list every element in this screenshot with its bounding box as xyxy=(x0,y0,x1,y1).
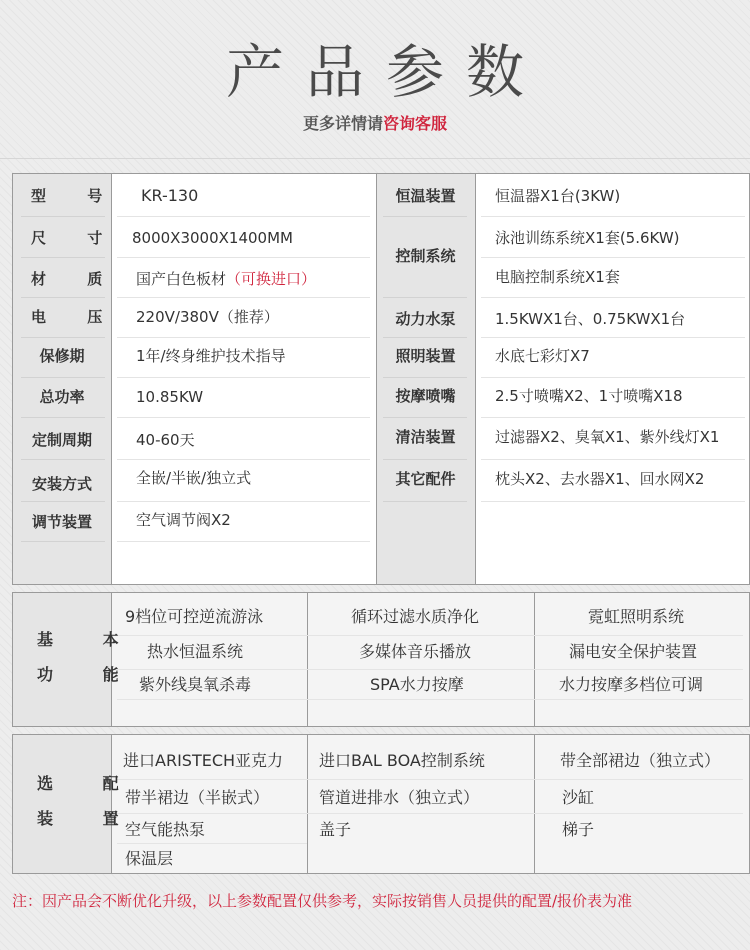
row-separator xyxy=(117,377,370,378)
row-separator xyxy=(481,501,745,502)
basic-item: SPA水力按摩 xyxy=(370,675,464,694)
spec-value-lighting: 水底七彩灯X7 xyxy=(495,347,590,365)
basic-item: 多媒体音乐播放 xyxy=(359,642,472,661)
spec-value-cleaning: 过滤器X2、臭氧X1、紫外线灯X1 xyxy=(495,428,720,446)
basic-item: 热水恒温系统 xyxy=(147,642,244,661)
row-separator xyxy=(117,843,307,844)
spec-value-model: KR-130 xyxy=(141,186,199,205)
spec-label-thermostat: 恒温装置 xyxy=(395,187,456,205)
optional-item: 沙缸 xyxy=(562,788,595,807)
spec-value-size: 8000X3000X1400MM xyxy=(132,229,293,247)
row-separator xyxy=(117,541,370,542)
basic-item: 水力按摩多档位可调 xyxy=(559,675,704,694)
row-separator xyxy=(481,417,745,418)
spec-value-power: 10.85KW xyxy=(136,388,204,406)
spec-value-pump: 1.5KWX1台、0.75KWX1台 xyxy=(495,310,686,328)
basic-divider-3 xyxy=(534,593,535,726)
row-separator xyxy=(383,377,467,378)
basic-item: 霓虹照明系统 xyxy=(588,607,685,626)
basic-item: 循环过滤水质净化 xyxy=(351,607,480,626)
optional-item: 带全部裙边（独立式） xyxy=(560,751,721,770)
spec-label-material: 材 质 xyxy=(31,270,121,288)
row-separator xyxy=(117,501,370,502)
row-separator xyxy=(383,417,467,418)
basic-label-line1: 基 本 xyxy=(37,630,141,649)
spec-label-lighting: 照明装置 xyxy=(395,347,456,365)
optional-item: 保温层 xyxy=(125,849,174,868)
material-note: （可换进口） xyxy=(226,270,317,288)
spec-label-voltage: 电 压 xyxy=(31,308,121,326)
header-divider xyxy=(0,158,750,159)
specs-divider-3 xyxy=(475,174,476,584)
spec-label-model: 型 号 xyxy=(31,187,121,205)
optional-item: 梯子 xyxy=(562,820,595,839)
basic-item: 9档位可控逆流游泳 xyxy=(125,607,264,626)
optional-divider-1 xyxy=(111,735,112,873)
optional-item: 盖子 xyxy=(319,820,352,839)
row-separator xyxy=(117,699,743,700)
page-subtitle xyxy=(0,112,750,136)
spec-value-warranty: 1年/终身维护技术指导 xyxy=(136,347,286,365)
optional-label-column xyxy=(13,735,111,873)
page-title: 产品参数 xyxy=(225,38,546,106)
row-separator xyxy=(481,216,745,217)
spec-value-voltage: 220V/380V（推荐） xyxy=(136,308,279,326)
basic-divider-2 xyxy=(307,593,308,726)
row-separator xyxy=(117,779,743,780)
row-separator xyxy=(481,257,745,258)
optional-item: 进口BAL BOA控制系统 xyxy=(319,751,485,770)
row-separator xyxy=(21,459,105,460)
optional-label-line2: 装 置 xyxy=(37,809,141,828)
optional-divider-2 xyxy=(307,735,308,873)
specs-right-label-column xyxy=(376,174,475,584)
row-separator xyxy=(21,501,105,502)
basic-divider-1 xyxy=(111,593,112,726)
row-separator xyxy=(117,813,743,814)
row-separator xyxy=(21,417,105,418)
row-separator xyxy=(383,297,467,298)
spec-label-adjustment: 调节装置 xyxy=(31,513,92,531)
spec-value-nozzles: 2.5寸喷嘴X2、1寸喷嘴X18 xyxy=(495,387,683,405)
spec-label-warranty: 保修期 xyxy=(39,347,85,365)
row-separator xyxy=(383,216,467,217)
row-separator xyxy=(21,377,105,378)
spec-label-installation: 安装方式 xyxy=(31,475,92,493)
optional-item: 带半裙边（半嵌式） xyxy=(125,788,270,807)
row-separator xyxy=(21,257,105,258)
optional-item: 管道进排水（独立式） xyxy=(319,788,480,807)
spec-value-material xyxy=(136,269,316,289)
optional-equipment-panel xyxy=(12,734,750,874)
optional-label-line1: 选 配 xyxy=(37,774,141,793)
row-separator xyxy=(117,417,370,418)
row-separator xyxy=(117,216,370,217)
spec-value-installation: 全嵌/半嵌/独立式 xyxy=(136,469,252,487)
row-separator xyxy=(481,459,745,460)
spec-label-accessories: 其它配件 xyxy=(395,470,456,488)
row-separator xyxy=(117,635,743,636)
spec-label-control-system: 控制系统 xyxy=(395,247,456,265)
basic-label-column xyxy=(13,593,111,726)
row-separator xyxy=(117,459,370,460)
row-separator xyxy=(481,297,745,298)
spec-value-adjustment: 空气调节阀X2 xyxy=(136,511,231,529)
specs-table xyxy=(12,173,750,585)
spec-label-pump: 动力水泵 xyxy=(395,310,456,328)
material-text: 国产白色板材 xyxy=(136,270,227,288)
row-separator xyxy=(383,337,467,338)
row-separator xyxy=(383,501,467,502)
spec-label-cleaning: 清洁装置 xyxy=(395,428,456,446)
row-separator xyxy=(117,297,370,298)
consult-service-link[interactable]: 咨询客服 xyxy=(383,114,448,133)
spec-label-power: 总功率 xyxy=(39,388,85,406)
row-separator xyxy=(21,216,105,217)
optional-item: 进口ARISTECH亚克力 xyxy=(123,751,284,770)
spec-label-size: 尺 寸 xyxy=(31,229,121,247)
specs-divider-2 xyxy=(376,174,377,584)
optional-divider-3 xyxy=(534,735,535,873)
spec-value-computer-control: 电脑控制系统X1套 xyxy=(495,268,620,286)
row-separator xyxy=(383,459,467,460)
basic-item: 紫外线臭氧杀毒 xyxy=(139,675,252,694)
row-separator xyxy=(481,377,745,378)
spec-value-thermostat: 恒温器X1台(3KW) xyxy=(495,187,621,205)
basic-functions-panel xyxy=(12,592,750,727)
spec-value-lead-time: 40-60天 xyxy=(136,431,195,449)
row-separator xyxy=(117,669,743,670)
disclaimer-note: 注：因产品会不断优化升级，以上参数配置仅供参考，实际按销售人员提供的配置/报价表为准 xyxy=(12,892,633,910)
basic-label-line2: 功 能 xyxy=(37,665,141,684)
row-separator xyxy=(117,257,370,258)
basic-item: 漏电安全保护装置 xyxy=(569,642,698,661)
row-separator xyxy=(117,337,370,338)
subtitle-prefix: 更多详情请 xyxy=(302,114,383,133)
spec-label-nozzles: 按摩喷嘴 xyxy=(395,387,456,405)
spec-label-lead-time: 定制周期 xyxy=(31,431,92,449)
spec-value-training-system: 泳池训练系统X1套(5.6KW) xyxy=(495,229,680,247)
row-separator xyxy=(21,297,105,298)
spec-value-accessories: 枕头X2、去水器X1、回水网X2 xyxy=(495,470,705,488)
optional-item: 空气能热泵 xyxy=(125,820,206,839)
row-separator xyxy=(481,337,745,338)
row-separator xyxy=(21,541,105,542)
row-separator xyxy=(21,337,105,338)
